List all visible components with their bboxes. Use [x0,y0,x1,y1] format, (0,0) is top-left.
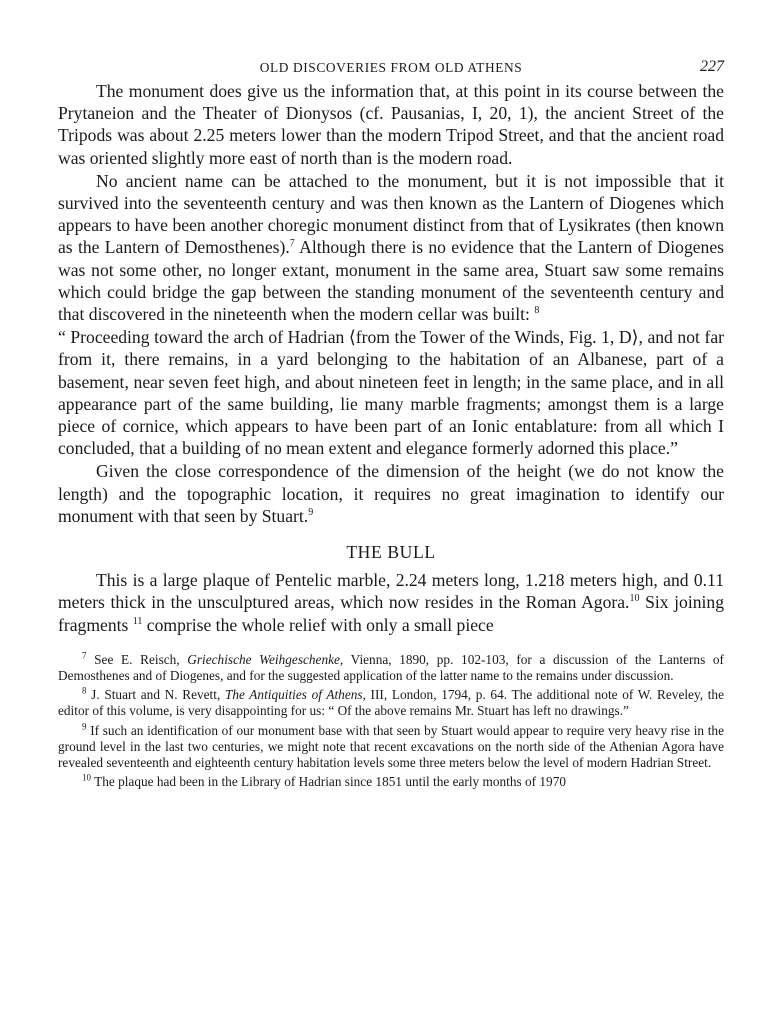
footnote-7-text-b: , Vienna, 1890, pp. 102-103, for a discussion of the Lanterns of Demosthenes and of Diogenes, and for the suggested application of the latter name to the remains under discussion. [58,651,724,684]
note-ref-7: 7 [289,238,295,250]
footnote-7-number: 7 [82,650,87,661]
paragraph-4-text-a: This is a large plaque of Pentelic marble, 2.24 meters long, 1.218 meters high, and 0.11 meters thick in the unsculptured areas, which now resides in the Roman Agora. [58,570,724,613]
paragraph-2 [58,170,724,325]
paragraph-4-text-b: Six joining fragments [58,592,724,635]
paragraph-2-text-a: No ancient name can be attached to the monument, but it is not impossible that it survived into the seventeenth century and was then known as the Lantern of Diogenes which appears to have been another choregic monument distinct from that of Lysikrates (then known as the Lantern of Demosthenes). [58,170,724,258]
note-ref-8: 8 [534,305,540,317]
paragraph-2-text-b: Although there is no evidence that the Lantern of Diogenes was not some other, no longer extant, monument in the same area, Stuart saw some remains which could bridge the gap between the standing monument of the seventeenth century and that discovered in the nineteenth when the modern cellar was built: [58,237,725,325]
paragraph-3-text: Given the close correspondence of the dimension of the height (we do not know the length) and the topographic location, it requires no great imagination to identify our monument with that seen by Stuart. [58,461,724,526]
paragraph-1: The monument does give us the information that, at this point in its course between the Prytaneion and the Theater of Dionysos (cf. Pausanias, I, 20, 1), the ancient Street of the Tripods was about 2.25 meters lower than the modern Tripod Street, and that the ancient road was oriented slightly more east of north than is the modern road. [58,81,724,168]
paragraph-4 [58,569,724,636]
note-ref-11: 11 [132,615,143,627]
main-text [58,80,724,636]
note-ref-10: 10 [629,593,640,605]
paragraph-4-text-c: comprise the whole relief with only a small piece [142,614,494,635]
footnote-7-title: Griechische Weihgeschenke [187,651,340,667]
paragraph-3 [58,460,724,527]
footnote-7-text-a: See E. Reisch, [94,651,188,667]
footnote-8-number: 8 [82,685,87,696]
running-head [58,56,724,80]
footnote-8-title: The Antiquities of Athens [224,687,363,703]
block-quote: “ Proceeding toward the arch of Hadrian ⟨from the Tower of the Winds, Fig. 1, D⟩, and not far from it, there remains, in a yard belonging to the habitation of an Albanese, part of a basement, near seven feet high, and about nineteen feet in length; in the same place, and in all appearance part of the same building, lie many marble fragments; amongst them is a large piece of cornice, which appears to have been part of an Ionic entablature: from all which I concluded, that a building of no mean extent and elegance formerly adorned this place.” [58,327,724,459]
section-heading: THE BULL [346,542,436,563]
page-number: 227 [700,58,724,75]
footnote-10-text: The plaque had been in the Library of Hadrian since 1851 until the early months of 1970 [94,774,566,790]
footnote-10-number: 10 [82,772,91,783]
footnote-7 [58,652,724,684]
running-head-title: OLD DISCOVERIES FROM OLD ATHENS [259,60,523,75]
note-ref-9: 9 [308,507,314,518]
footnote-10 [58,774,724,790]
footnote-9-text: If such an identification of our monument base with that seen by Stuart would appear to require very heavy rise in the ground level in the last two centuries, we might note that recent excavations on the north side of the Athenian Agora have revealed seventeenth and eighteenth century habitation levels some three meters below the level of modern Hadrian Street. [58,722,724,771]
footnote-9 [58,723,724,772]
footnote-8-text-b: , III, London, 1794, p. 64. The additional note of W. Reveley, the editor of this volume, is very disappointing for us: “ Of the above remains Mr. Stuart has left no drawings.” [58,687,724,719]
book-page [58,56,724,1016]
footnote-9-number: 9 [82,721,87,732]
footnote-8 [58,687,724,719]
footnotes [58,652,724,791]
footnote-8-text-a: J. Stuart and N. Revett, [91,687,225,703]
